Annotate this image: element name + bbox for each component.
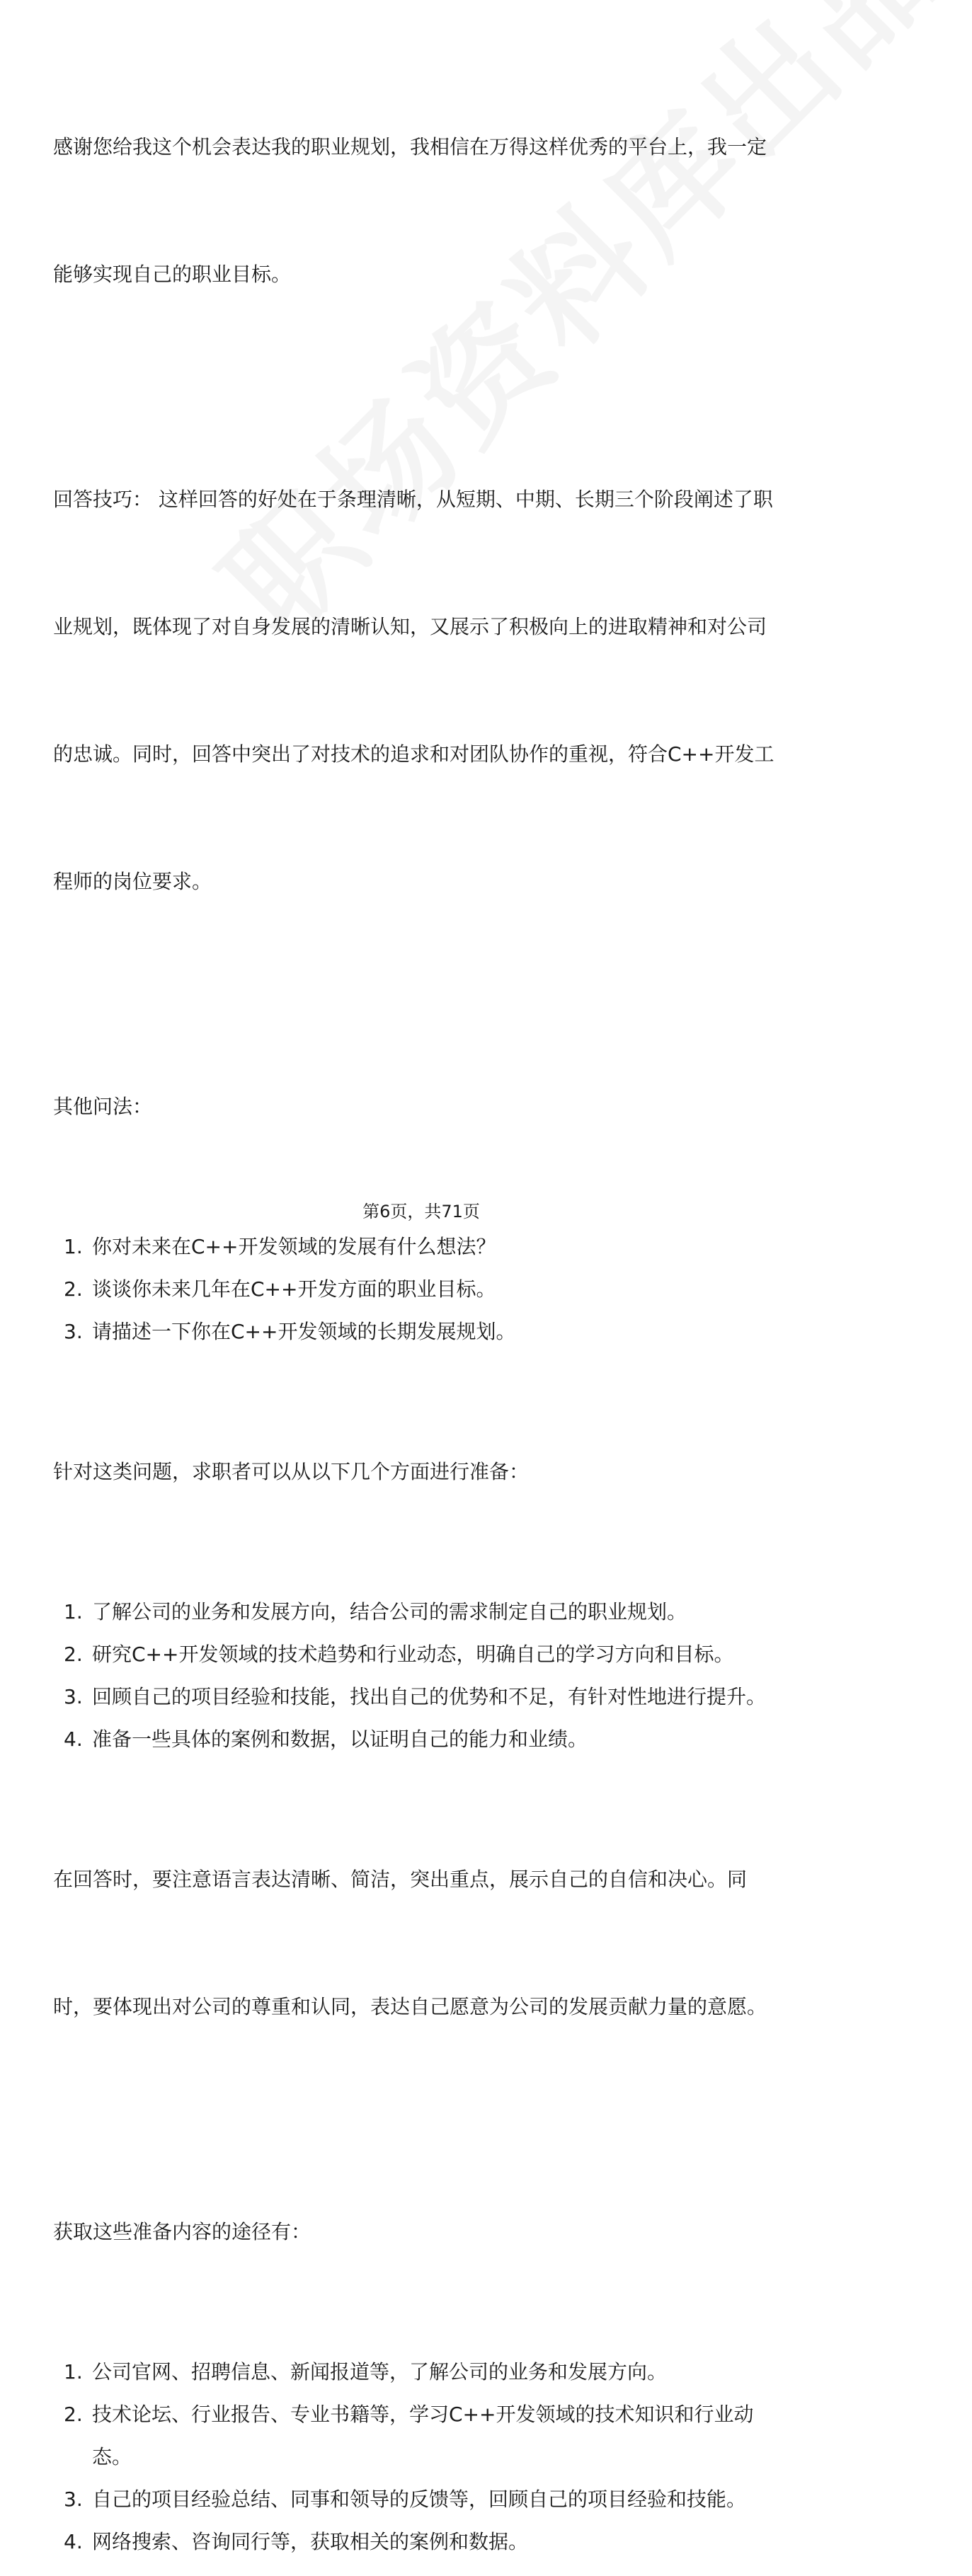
list-number: 3. [64, 2488, 83, 2511]
text-line: 程师的岗位要求。 [53, 870, 212, 893]
list-item-text: 你对未来在C++开发领域的发展有什么想法？ [92, 1235, 496, 1258]
list-number: 3. [64, 1685, 83, 1708]
list-item [53, 2521, 832, 2563]
preparation-heading [53, 1366, 832, 1578]
text-line: 回答技巧： 这样回答的好处在于条理清晰，从短期、中期、长期三个阶段阐述了职 [53, 488, 773, 511]
other-questions-heading [53, 1001, 832, 1213]
list-item-text: 请描述一下你在C++开发领域的长期发展规划。 [92, 1320, 516, 1343]
tip-paragraph [53, 393, 832, 988]
list-number: 2. [64, 1277, 83, 1301]
list-number: 2. [64, 2403, 83, 2426]
list-number: 3. [64, 1320, 83, 1343]
text-line: 的忠诚。同时，回答中突出了对技术的追求和对团队协作的重视，符合C++开发工 [53, 742, 774, 766]
other-questions-list [53, 1226, 832, 1353]
list-number: 4. [64, 1727, 83, 1751]
document-body [53, 41, 832, 2576]
page-number: 第6页，共71页 [362, 1202, 480, 1221]
list-item [53, 2478, 832, 2521]
list-item-text: 网络搜索、咨询同行等，获取相关的案例和数据。 [92, 2530, 529, 2553]
heading-text: 针对这类问题，求职者可以从以下几个方面进行准备： [53, 1460, 530, 1483]
list-number: 4. [64, 2530, 83, 2553]
list-item [53, 1311, 832, 1353]
list-item-text: 态。 [92, 2445, 132, 2468]
heading-text: 其他问法： [53, 1095, 153, 1118]
list-item-text: 研究C++开发领域的技术趋势和行业动态，明确自己的学习方向和目标。 [92, 1643, 734, 1666]
list-item [53, 2351, 832, 2393]
list-item-text: 准备一些具体的案例和数据，以证明自己的能力和业绩。 [92, 1727, 588, 1751]
list-number: 1. [64, 1600, 83, 1623]
sources-list [53, 2351, 832, 2563]
sources-heading [53, 2126, 832, 2338]
list-item-text: 技术论坛、行业报告、专业书籍等，学习C++开发领域的技术知识和行业动 [92, 2403, 754, 2426]
list-item-text: 了解公司的业务和发展方向，结合公司的需求制定自己的职业规划。 [92, 1600, 687, 1623]
list-item-text: 回顾自己的项目经验和技能，找出自己的优势和不足，有针对性地进行提升。 [92, 1685, 767, 1708]
list-item [53, 1676, 832, 1718]
text-line: 能够实现自己的职业目标。 [53, 263, 292, 286]
list-number: 1. [64, 1235, 83, 1258]
list-number: 1. [64, 2360, 83, 2384]
list-item [53, 1226, 832, 1268]
text-line: 感谢您给我这个机会表达我的职业规划，我相信在万得这样优秀的平台上，我一定 [53, 135, 767, 159]
list-item-text: 谈谈你未来几年在C++开发方面的职业目标。 [92, 1277, 496, 1301]
answer-note-paragraph [53, 1773, 832, 2113]
list-item-text: 自己的项目经验总结、同事和领导的反馈等，回顾自己的项目经验和技能。 [92, 2488, 747, 2511]
list-item [53, 1268, 832, 1311]
heading-text: 获取这些准备内容的途径有： [53, 2220, 311, 2243]
list-item [53, 1633, 832, 1676]
text-line: 时，要体现出对公司的尊重和认同，表达自己愿意为公司的发展贡献力量的意愿。 [53, 1995, 767, 2018]
preparation-list [53, 1591, 832, 1761]
list-item [53, 2393, 832, 2478]
list-item-text: 公司官网、招聘信息、新闻报道等，了解公司的业务和发展方向。 [92, 2360, 668, 2384]
text-line: 在回答时，要注意语言表达清晰、简洁，突出重点，展示自己的自信和决心。同 [53, 1868, 748, 1891]
list-item [53, 1718, 832, 1761]
text-line: 业规划，既体现了对自身发展的清晰认知，又展示了积极向上的进取精神和对公司 [53, 615, 767, 638]
list-number: 2. [64, 1643, 83, 1666]
list-item [53, 1591, 832, 1633]
intro-paragraph [53, 41, 832, 381]
